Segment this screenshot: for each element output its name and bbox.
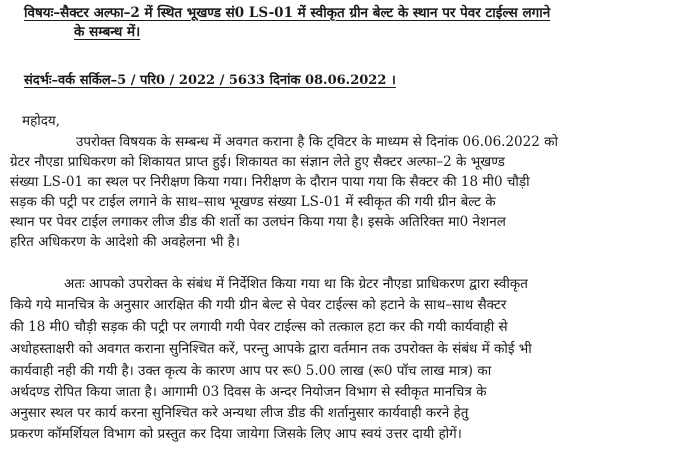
para2-line: अधोहस्ताक्षरी को अवगत कराना सुनिश्चित करें, परन्तु आपके द्वारा वर्तमान तक उपरोक्त के संबंध में कोई भी <box>10 341 532 357</box>
para2-line: अतः आपको उपरोक्त के संबंध में निर्देशित किया गया था कि ग्रेटर नौएडा प्राधिकरण द्वारा स्वीकृत <box>64 276 528 292</box>
para1-line: हरित अधिकरण के आदेशो की अवहेलना भी है। <box>10 234 240 250</box>
para1-line: स्थान पर पेवर टाईल लगाकर लीज डीड की शर्तो का उलघंन किया गया है। इसके अतिरिक्त मा0 नेशनल <box>10 214 506 230</box>
para1-line: ग्रेटर नौएडा प्राधिकरण को शिकायत प्राप्त हुई। शिकायत का संज्ञान लेते हुए सैक्टर अल्फा–2 के भूखण्ड <box>10 154 505 170</box>
para2-line: प्रकरण कॉमर्शियल विभाग को प्रस्तुत कर दिया जायेगा जिसके लिए आप स्वयं उत्तर दायी होगें। <box>10 426 462 442</box>
subject-line-1: विषयः–सैक्टर अल्फा–2 में स्थित भूखण्ड सं0 LS-01 में स्वीकृत ग्रीन बेल्ट के स्थान पर पेवर टाईल्स लगाने <box>24 5 551 21</box>
para1-line: संख्या LS-01 का स्थल पर निरीक्षण किया गया। निरीक्षण के दौरान पाया गया कि सैक्टर की 18 मी0 चौड़ी <box>10 174 530 190</box>
para2-line: किये गये मानचित्र के अनुसार आरक्षित की गयी ग्रीन बेल्ट से पेवर टाईल्स को हटाने के साथ–साथ सैक्टर <box>10 297 507 313</box>
para2-line: अनुसार स्थल पर कार्य करना सुनिश्चित करे अन्यथा लीज डीड की शर्तानुसार कार्यवाही करने हेतु <box>10 405 469 421</box>
para2-line: अर्थदण्ड रोपित किया जाता है। आगामी 03 दिवस के अन्दर नियोजन विभाग से स्वीकृत मानचित्र के <box>10 384 487 400</box>
para2-line: कार्यवाही नही की गयी है। उक्त कृत्य के कारण आप पर रू0 5.00 लाख (रू0 पॉच लाख मात्र) का <box>10 363 492 379</box>
salutation: महोदय, <box>22 113 61 129</box>
para2-line: की 18 मी0 चौड़ी सड़क की पट्री पर लगायी गयी पेवर टाईल्स को तत्काल हटा कर की गयी कार्यवाही से <box>10 319 508 335</box>
para1-line: सड़क की पट्री पर टाईल लगाने के साथ–साथ भूखण्ड संख्या LS-01 में स्वीकृत की गयी ग्रीन बेल्ट के <box>10 194 496 210</box>
subject-line-2: के सम्बन्ध में। <box>74 24 141 40</box>
para1-line: उपरोक्त विषयक के सम्बन्ध में अवगत कराना है कि ट्विटर के माध्यम से दिनांक 06.06.2022 को <box>76 134 558 150</box>
reference-line: संदर्भः–वर्क सर्किल–5 / परि0 / 2022 / 5633 दिनांक 08.06.2022 । <box>24 73 396 88</box>
